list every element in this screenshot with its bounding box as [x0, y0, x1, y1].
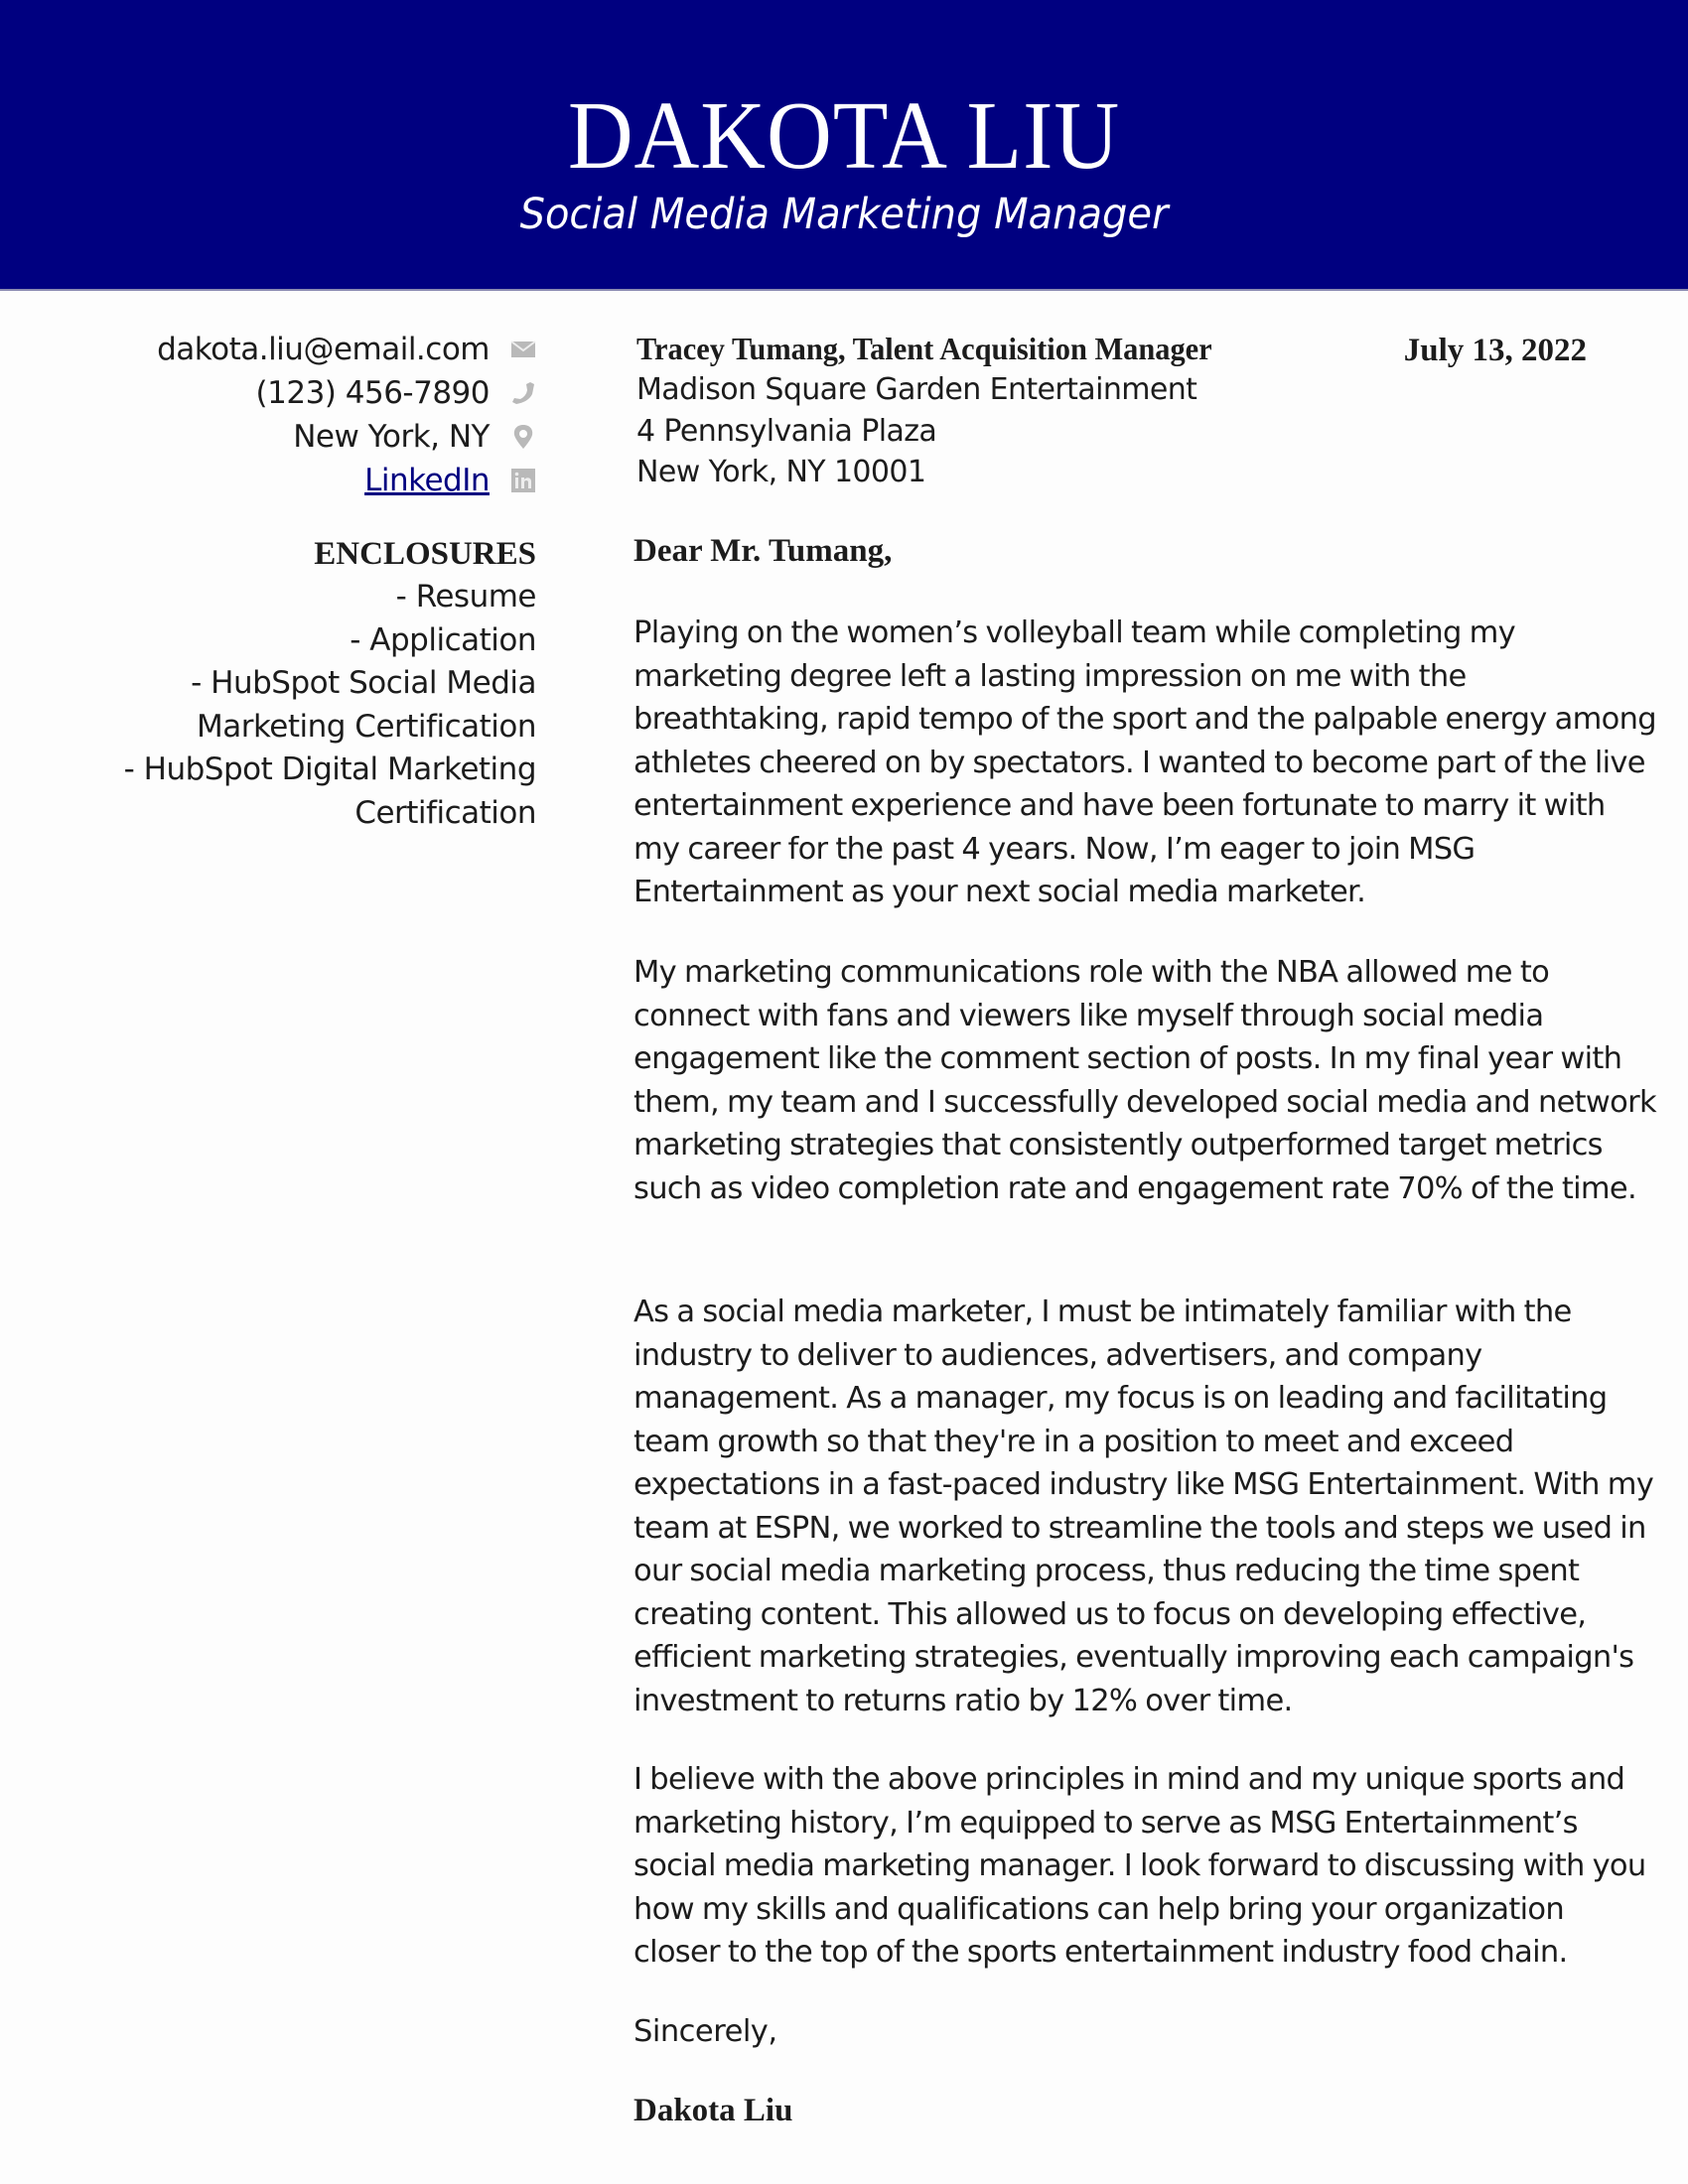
contact-info: [157, 328, 490, 502]
enclosure-item: - Resume: [395, 579, 536, 614]
salutation: Dear Mr. Tumang,: [633, 533, 893, 569]
contact-location: New York, NY: [293, 419, 490, 455]
linkedin-icon[interactable]: [508, 459, 538, 502]
recipient-city: New York, NY 10001: [636, 455, 926, 489]
body-paragraph: I believe with the above principles in mind and my unique sports and marketing history, I’m equipped to serve as MSG Entertainment’s social media marketing manager. I look forward to discussing with you how my skills and qualifications can help bring your organization closer to the top of the sports entertainment industry food chain.: [633, 1762, 1646, 1970]
recipient-block: [636, 328, 1242, 493]
recipient-street: 4 Pennsylvania Plaza: [636, 413, 937, 449]
recipient-name: Tracey Tumang, Talent Acquisition Manager: [636, 331, 1212, 366]
header-banner: [0, 0, 1688, 291]
body-paragraph: My marketing communications role with the NBA allowed me to connect with fans and viewers like myself through social media engagement like the comment section of posts. In my final year with them, my team and I successfully developed social media and network marketing strategies that consistently outperformed target metrics such as video completion rate and engagement rate 70% of the time.: [633, 955, 1656, 1206]
contact-icons: [508, 328, 538, 502]
phone-icon: [508, 371, 538, 415]
body-paragraph: Playing on the women’s volleyball team while completing my marketing degree left a lasting impression on me with the breathtaking, rapid tempo of the sport and the palpable energy among athletes cheered on by spectators. I wanted to become part of the live entertainment experience and have been fortunate to marry it with my career for the past 4 years. Now, I’m eager to join MSG Entertainment as your next social media marketer.: [633, 615, 1656, 909]
contact-email[interactable]: dakota.liu@email.com: [157, 332, 490, 367]
envelope-icon: [508, 328, 538, 371]
applicant-name: DAKOTA LIU: [567, 82, 1121, 190]
enclosure-item: - HubSpot Social Media: [191, 665, 536, 701]
applicant-title: Social Media Marketing Manager: [519, 190, 1169, 239]
contact-phone: (123) 456-7890: [255, 375, 490, 411]
body-paragraph: As a social media marketer, I must be intimately familiar with the industry to deliver to audiences, advertisers, and company management. As a manager, my focus is on leading and facilitating team growth so that they're in a position to meet and exceed expectations in a fast-paced industry like MSG Entertainment. With my team at ESPN, we worked to streamline the tools and steps we used in our social media marketing process, thus reducing the time spent creating content. This allowed us to focus on developing effective, efficient marketing strategies, eventually improving each campaign's investment to returns ratio by 12% over time.: [633, 1295, 1654, 1718]
recipient-company: Madison Square Garden Entertainment: [636, 372, 1197, 407]
signature: Dakota Liu: [633, 2093, 793, 2128]
letter-date: July 13, 2022: [1403, 333, 1587, 368]
closing: Sincerely,: [633, 2014, 777, 2049]
enclosures-heading: ENCLOSURES: [314, 536, 536, 572]
enclosure-item: Certification: [354, 794, 536, 831]
location-pin-icon: [508, 415, 538, 459]
enclosures-section: [124, 532, 536, 835]
linkedin-link[interactable]: LinkedIn: [364, 463, 490, 498]
enclosure-item: Marketing Certification: [196, 708, 536, 745]
enclosure-item: - HubSpot Digital Marketing: [123, 751, 536, 787]
enclosure-item: - Application: [350, 621, 536, 658]
